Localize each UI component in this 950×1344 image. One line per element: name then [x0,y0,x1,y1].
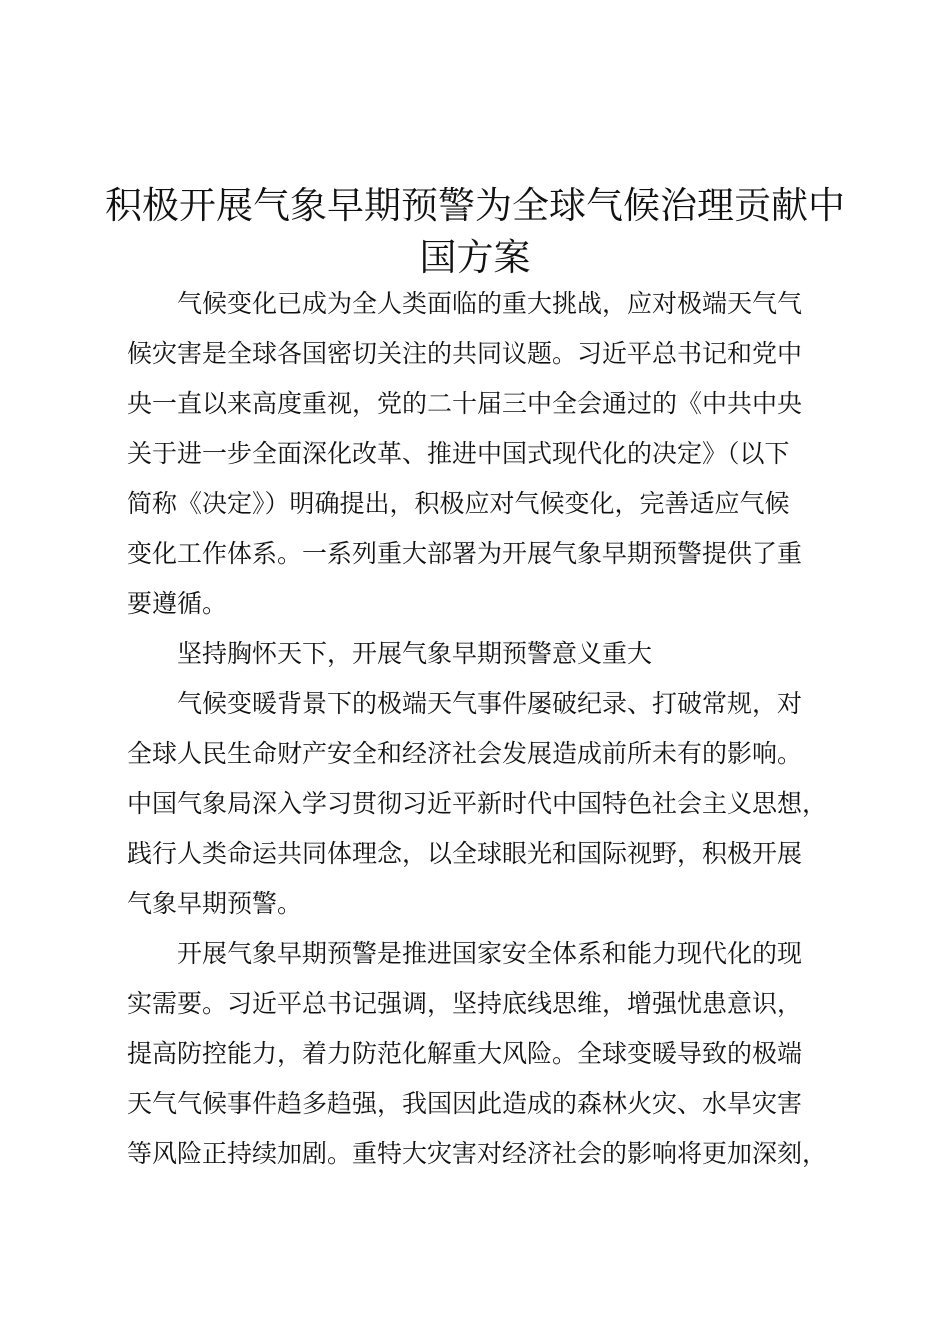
document-title [100,180,850,284]
body-line-4: 关于进一步全面深化改革、推进中国式现代化的决定》（以下 [127,439,790,468]
body-line-18: 等风险正持续加剧。重特大灾害对经济社会的影响将更加深刻， [127,1139,828,1168]
body-line-7: 要遵循。 [127,589,228,618]
title-line-1: 积极开展气象早期预警为全球气候治理贡献中 [105,184,845,227]
body-line-5: 简称《决定》）明确提出，积极应对气候变化，完善适应气候 [127,489,790,518]
body-line-3: 央一直以来高度重视，党的二十届三中全会通过的《中共中央 [127,389,803,418]
body-line-2: 候灾害是全球各国密切关注的共同议题。习近平总书记和党中 [127,339,803,368]
body-line-15: 实需要。习近平总书记强调，坚持底线思维，增强忧患意识， [127,989,803,1018]
body-line-1: 气候变化已成为全人类面临的重大挑战，应对极端天气气 [177,289,803,318]
body-line-13: 气象早期预警。 [127,889,303,918]
body-line-12: 践行人类命运共同体理念，以全球眼光和国际视野，积极开展 [127,839,803,868]
title-line-2: 国方案 [419,236,531,279]
body-line-16: 提高防控能力，着力防范化解重大风险。全球变暖导致的极端 [127,1039,803,1068]
body-line-14: 开展气象早期预警是推进国家安全体系和能力现代化的现 [177,939,803,968]
body-line-17: 天气气候事件趋多趋强，我国因此造成的森林火灾、水旱灾害 [127,1089,803,1118]
body-line-6: 变化工作体系。一系列重大部署为开展气象早期预警提供了重 [127,539,803,568]
body-line-9: 气候变暖背景下的极端天气事件屡破纪录、打破常规，对 [177,689,803,718]
section-heading: 坚持胸怀天下，开展气象早期预警意义重大 [177,639,653,668]
body-line-10: 全球人民生命财产安全和经济社会发展造成前所未有的影响。 [127,739,803,768]
body-line-11: 中国气象局深入学习贯彻习近平新时代中国特色社会主义思想， [127,789,828,818]
